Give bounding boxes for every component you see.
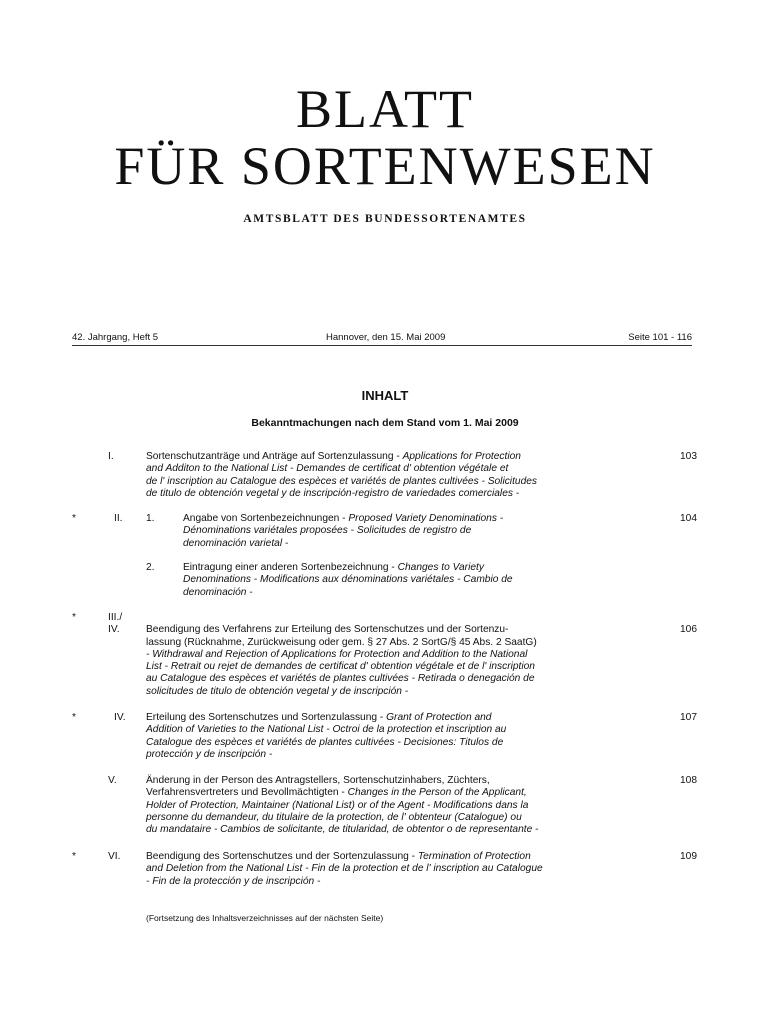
toc-entry-text xyxy=(146,851,616,888)
toc-title: INHALT xyxy=(361,388,409,403)
toc-entry-page: 109 xyxy=(680,851,697,862)
issue-pages: Seite 101 - 116 xyxy=(628,332,692,343)
toc-entry-page: 108 xyxy=(680,775,697,786)
toc-entry-text xyxy=(183,513,613,550)
toc-subtitle: Bekanntmachungen nach dem Stand vom 1. Mai 2009 xyxy=(251,417,519,429)
toc-entry-star: * xyxy=(72,712,76,723)
toc-line: Beendigung des Verfahrens zur Erteilung des Sortenschutzes und der Sortenzu- xyxy=(146,624,509,636)
toc-entry-number: IV. xyxy=(114,712,126,723)
toc-line: solicitudes de titulo de obtención vegetal y de inscripción - xyxy=(146,685,409,697)
toc-entry-number: III./ xyxy=(108,612,123,623)
toc-entry-number: I. xyxy=(108,451,114,462)
masthead-title-line1: BLATT xyxy=(296,79,474,139)
toc-entry-number: II. xyxy=(114,513,123,524)
toc-line: de l' inscription au Catalogue des espèces et variétés de plantes cultivées - Solicitudes xyxy=(146,475,537,487)
issue-header-line xyxy=(72,332,692,346)
toc-line: protección y de inscripción - xyxy=(146,748,273,760)
toc-line: Denominations - Modifications aux dénominations variétales - Cambio de xyxy=(183,574,513,586)
toc-line: du mandataire - Cambios de solicitante, de titularidad, de obtentor o de representante - xyxy=(146,824,539,836)
toc-line: Sortenschutzanträge und Anträge auf Sortenzulassung - Applications for Protection xyxy=(146,451,521,462)
toc-line: - Fin de la protección y de inscripción - xyxy=(146,875,321,887)
toc-line: lassung (Rücknahme, Zurückweisung oder gem. § 27 Abs. 2 SortG/§ 45 Abs. 2 SaatG) xyxy=(146,636,537,648)
toc-entry-number: VI. xyxy=(108,851,121,862)
toc-entry-text xyxy=(146,775,616,836)
toc-line: Holder of Protection, Maintainer (National List) or of the Agent - Modifications dans la xyxy=(146,799,529,811)
toc-entry-star: * xyxy=(72,851,76,862)
masthead-title-line2: FÜR SORTENWESEN xyxy=(114,136,656,196)
toc-line: - Withdrawal and Rejection of Applications for Protection and Addition to the National xyxy=(146,648,528,660)
toc-entry-page: 104 xyxy=(680,513,697,524)
toc-line: Änderung in der Person des Antragstellers, Sortenschutzinhabers, Züchters, xyxy=(146,775,490,786)
toc-line: personne du demandeur, du titulaire de la protection, de l' obtenteur (Catalogue) ou xyxy=(146,811,522,823)
toc-line: Angabe von Sortenbezeichnungen - Proposed Variety Denominations - xyxy=(183,513,504,524)
toc-entry-subnumber: 2. xyxy=(146,562,155,573)
toc-line: and Additon to the National List - Demandes de certificat d' obtention végétale et xyxy=(146,463,509,475)
toc-line: de titulo de obtención vegetal y de inscripción-registro de variedades comerciales - xyxy=(146,487,520,499)
toc-entry-page: 107 xyxy=(680,712,697,723)
toc-line: Verfahrensvertreters und Bevollmächtigten - Changes in the Person of the Applicant, xyxy=(146,787,527,799)
toc-entry-page: 106 xyxy=(680,624,697,636)
toc-entry-subnumber: 1. xyxy=(146,513,155,524)
toc-entry-number-second: IV. xyxy=(108,624,120,636)
toc-line: au Catalogue des espèces et variétés de plantes cultivées - Retirada o denegación de xyxy=(146,673,535,685)
toc-line: and Deletion from the National List - Fin de la protection et de l' inscription au Catalogue xyxy=(146,863,543,875)
toc-line: Catalogue des espèces et variétés de plantes cultivées - Decisiones: Titulos de xyxy=(146,736,504,748)
toc-line: denominación varietal - xyxy=(183,537,289,549)
toc-line: Beendigung des Sortenschutzes und der Sortenzulassung - Termination of Protection xyxy=(146,851,531,862)
toc-continuation-note: (Fortsetzung des Inhaltsverzeichnisses auf der nächsten Seite) xyxy=(146,913,384,923)
toc-line: denominación - xyxy=(183,586,253,598)
toc-entry-text xyxy=(183,562,613,599)
issue-number: 42. Jahrgang, Heft 5 xyxy=(72,332,159,343)
toc-entry-text xyxy=(146,451,616,500)
toc-entry-star: * xyxy=(72,612,76,623)
toc-entry-page: 103 xyxy=(680,451,697,462)
toc-line: Erteilung des Sortenschutzes und Sortenzulassung - Grant of Protection and xyxy=(146,712,492,723)
toc-line: Addition of Varieties to the National List - Octroi de la protection et inscription au xyxy=(146,724,507,736)
toc-line: List - Retrait ou rejet de demandes de certificat d' obtention végétale et de l' inscription xyxy=(146,661,535,673)
toc-line: Dénominations variétales proposées - Solicitudes de registro de xyxy=(183,525,472,537)
issue-place-date: Hannover, den 15. Mai 2009 xyxy=(326,332,446,343)
toc-entry-number: V. xyxy=(108,775,117,786)
toc-entry-text xyxy=(146,712,616,761)
toc-line: Eintragung einer anderen Sortenbezeichnung - Changes to Variety xyxy=(183,562,484,573)
toc-entry-star: * xyxy=(72,513,76,524)
toc-entry-text xyxy=(146,624,616,698)
masthead-subtitle: AMTSBLATT DES BUNDESSORTENAMTES xyxy=(243,213,527,225)
